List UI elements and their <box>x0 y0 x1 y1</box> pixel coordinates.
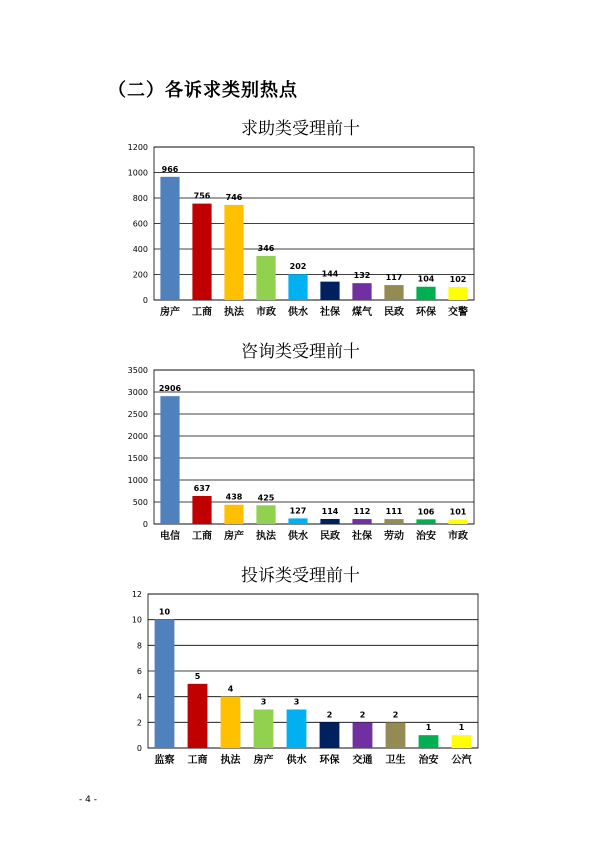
data-label: 114 <box>321 506 339 516</box>
y-tick-label: 400 <box>132 245 148 254</box>
bar <box>288 518 307 524</box>
bar <box>419 735 439 748</box>
bar <box>188 684 208 748</box>
x-tick-label: 执法 <box>220 755 241 766</box>
bar <box>192 204 211 300</box>
x-tick-label: 供水 <box>286 755 307 766</box>
x-tick-label: 民政 <box>320 531 340 542</box>
data-label: 2 <box>326 710 333 720</box>
bar <box>224 505 243 524</box>
y-tick-label: 600 <box>132 219 148 229</box>
data-label: 104 <box>417 274 435 284</box>
chart-title-inquiry: 咨询类受理前十 <box>241 342 360 362</box>
bar <box>352 519 371 524</box>
x-tick-label: 房产 <box>253 755 274 766</box>
bar <box>320 282 339 300</box>
x-tick-label: 工商 <box>192 307 212 318</box>
chart-title-help: 求助类受理前十 <box>241 119 360 139</box>
data-label: 3 <box>260 697 267 707</box>
data-label: 637 <box>193 483 211 493</box>
y-tick-label: 1000 <box>127 168 148 178</box>
bar <box>256 256 275 300</box>
bar <box>160 177 179 300</box>
x-tick-label: 社保 <box>320 307 340 318</box>
bar <box>288 274 307 300</box>
x-tick-label: 环保 <box>319 755 340 766</box>
bar <box>320 519 339 524</box>
y-tick-label: 1500 <box>127 454 148 463</box>
data-label: 144 <box>321 269 339 279</box>
x-tick-label: 卫生 <box>385 755 406 766</box>
x-tick-label: 交警 <box>448 307 468 318</box>
bar <box>386 722 406 748</box>
x-tick-label: 工商 <box>192 531 212 542</box>
x-tick-label: 房产 <box>224 531 244 542</box>
y-tick-label: 8 <box>136 641 142 651</box>
data-label: 4 <box>227 684 234 694</box>
bar <box>452 735 472 748</box>
x-tick-label: 治安 <box>418 755 439 766</box>
x-tick-label: 煤气 <box>352 307 372 318</box>
section-heading: （二）各诉求类别热点 <box>108 80 298 101</box>
bar <box>224 205 243 300</box>
data-label: 3 <box>293 697 300 707</box>
bar <box>254 710 274 749</box>
x-tick-label: 监察 <box>154 755 175 766</box>
y-tick-label: 3000 <box>127 388 148 397</box>
x-tick-label: 执法 <box>224 307 244 318</box>
y-tick-label: 1000 <box>127 476 148 485</box>
data-label: 101 <box>449 507 467 517</box>
data-label: 2 <box>359 710 366 720</box>
y-tick-label: 1200 <box>127 143 148 152</box>
data-label: 756 <box>193 191 211 201</box>
x-tick-label: 市政 <box>256 307 276 318</box>
x-tick-label: 劳动 <box>384 531 404 542</box>
chart-title-complaint: 投诉类受理前十 <box>241 566 360 586</box>
x-tick-label: 房产 <box>160 307 180 318</box>
x-tick-label: 供水 <box>288 531 308 542</box>
data-label: 117 <box>385 273 403 283</box>
y-tick-label: 0 <box>142 296 148 305</box>
x-tick-label: 市政 <box>448 531 468 542</box>
y-tick-label: 10 <box>131 615 142 625</box>
data-label: 346 <box>257 243 275 253</box>
x-tick-label: 环保 <box>416 307 436 318</box>
chart-inquiries <box>0 363 601 553</box>
x-tick-label: 社保 <box>352 531 372 542</box>
bar <box>448 520 467 524</box>
bar <box>384 285 403 300</box>
y-tick-label: 800 <box>132 194 148 203</box>
data-label: 127 <box>289 506 307 516</box>
bar <box>256 505 275 524</box>
data-label: 746 <box>225 192 243 202</box>
y-tick-label: 12 <box>131 590 142 599</box>
bar <box>155 620 175 748</box>
bar <box>160 396 179 524</box>
bar <box>416 519 435 524</box>
data-label: 132 <box>353 271 371 281</box>
y-tick-label: 2 <box>136 718 142 728</box>
y-tick-label: 6 <box>136 667 142 676</box>
x-tick-label: 公汽 <box>451 755 472 766</box>
y-tick-label: 0 <box>136 744 142 753</box>
data-label: 112 <box>353 507 371 517</box>
data-label: 202 <box>289 262 307 272</box>
bar <box>448 287 467 300</box>
data-label: 2 <box>392 710 399 720</box>
bar <box>287 710 307 749</box>
bar <box>221 697 241 748</box>
y-tick-label: 2500 <box>127 410 148 419</box>
data-label: 438 <box>225 492 243 502</box>
bar <box>353 722 373 748</box>
data-label: 106 <box>417 507 435 517</box>
x-tick-label: 治安 <box>416 531 436 542</box>
data-label: 111 <box>385 507 403 517</box>
x-tick-label: 电信 <box>160 531 180 542</box>
data-label: 2906 <box>158 384 182 394</box>
data-label: 966 <box>161 164 179 174</box>
y-tick-label: 0 <box>142 520 148 529</box>
y-tick-label: 4 <box>136 692 142 702</box>
x-tick-label: 民政 <box>384 307 404 318</box>
y-tick-label: 200 <box>132 270 148 280</box>
x-tick-label: 工商 <box>187 755 208 766</box>
data-label: 5 <box>194 671 201 681</box>
bar <box>416 287 435 300</box>
data-label: 10 <box>158 607 171 617</box>
x-tick-label: 执法 <box>256 531 276 542</box>
chart-complaints <box>0 588 601 778</box>
bar <box>384 519 403 524</box>
x-tick-label: 供水 <box>288 307 308 318</box>
data-label: 1 <box>425 723 432 733</box>
y-tick-label: 500 <box>132 498 148 507</box>
chart-help-requests <box>0 140 601 330</box>
x-tick-label: 交通 <box>352 755 373 766</box>
bar <box>352 283 371 300</box>
data-label: 425 <box>257 493 275 503</box>
y-tick-label: 2000 <box>127 432 148 441</box>
data-label: 1 <box>458 723 465 733</box>
bar <box>320 722 340 748</box>
page-number: - 4 - <box>79 795 97 805</box>
y-tick-label: 3500 <box>127 366 148 375</box>
data-label: 102 <box>449 274 467 284</box>
bar <box>192 496 211 524</box>
